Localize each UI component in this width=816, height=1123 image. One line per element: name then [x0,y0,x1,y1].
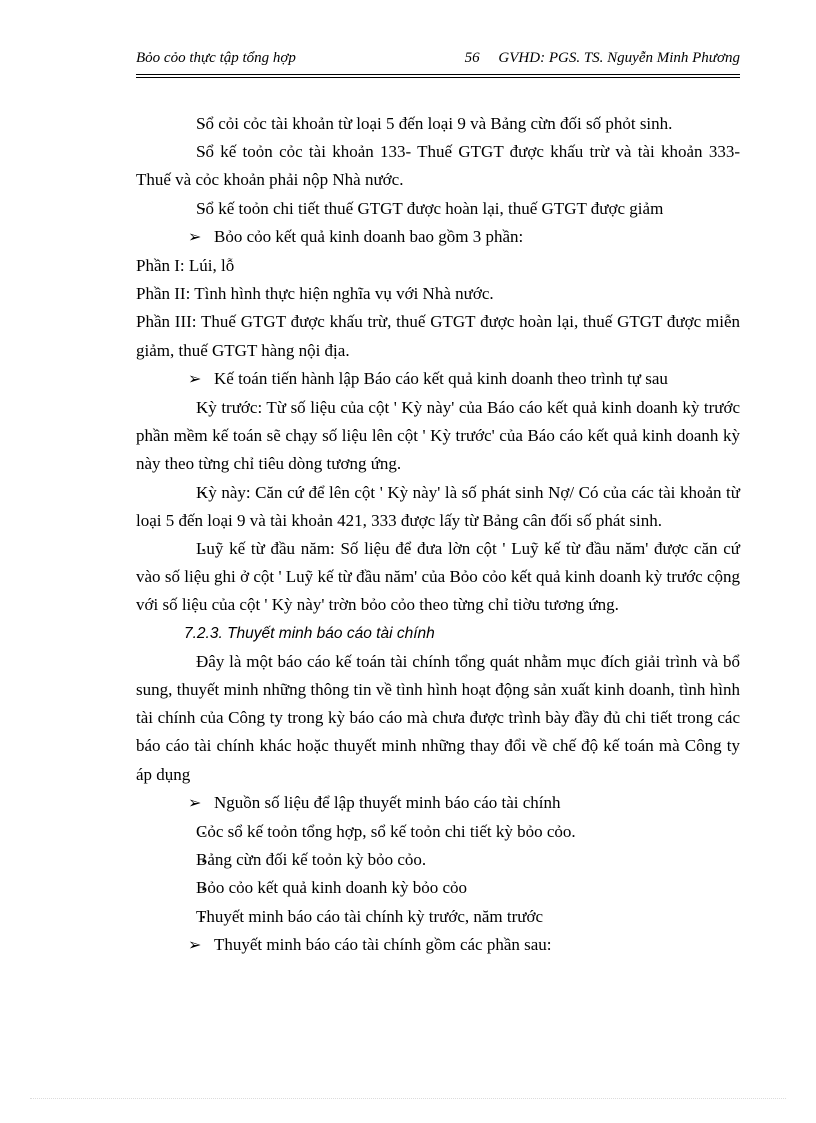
arrow-item: ➢ Nguồn số liệu để lập thuyết minh báo cáo tài chính [136,789,740,818]
bullet-line: ▪ Luỹ kế từ đầu năm: Số liệu để đưa lờn cột ' Luỹ kế từ đầu năm' được căn cứ vào số liệu ghi ở cột ' Luỹ kế từ đầu năm' của Bỏo cỏo kết quả kinh doanh kỳ trước cộng với số liệu của cột ' Kỳ này' trờn bỏo cỏo theo từng chỉ tiờu tương ứng. [136,535,740,620]
header-advisor: GVHD: PGS. TS. Nguyễn Minh Phương [498,50,740,66]
page-bottom-rule [30,1098,786,1099]
bullet-line: ▪ Thuyết minh báo cáo tài chính kỳ trước, năm trước [136,903,740,931]
document-body [136,110,740,960]
text-line: Phần II: Tình hình thực hiện nghĩa vụ với Nhà nước. [136,284,494,304]
text-line: Phần I: Lúi, lỗ [136,256,235,276]
bullet-line: ▪ Cỏc sổ kế toỏn tổng hợp, sổ kế toỏn chi tiết kỳ bỏo cỏo. [136,818,740,846]
bullet-line: ▪ Kỳ này: Căn cứ để lên cột ' Kỳ này' là số phát sinh Nợ/ Có của các tài khoản từ loại 5 đến loại 9 và tài khoản 421, 333 được lấy từ Bảng cân đối số phát sinh. [136,479,740,535]
section-heading: 7.2.3. Thuyết minh báo cáo tài chính [184,624,435,642]
arrow-item: ➢ Bỏo cỏo kết quả kinh doanh bao gồm 3 phần: [136,223,740,252]
arrow-item: ➢ Thuyết minh báo cáo tài chính gồm các phần sau: [136,931,740,960]
page-header [136,48,740,70]
arrow-item: ➢ Kế toán tiến hành lập Báo cáo kết quả kinh doanh theo trình tự sau [136,365,740,394]
bullet-line: ▪ Kỳ trước: Từ số liệu của cột ' Kỳ này' của Báo cáo kết quả kinh doanh kỳ trước phần mềm kế toán sẽ chạy số liệu lên cột ' Kỳ trước' của Báo cáo kết quả kinh doanh kỳ này theo từng chỉ tiêu dòng tương ứng. [136,394,740,479]
header-right [465,50,740,67]
page-number: 56 [464,50,480,66]
text-line: Phần III: Thuế GTGT được khấu trừ, thuế GTGT được hoàn lại, thuế GTGT được miễn giảm, thuế GTGT hàng nội địa. [136,312,740,360]
header-rule-bottom [136,77,740,78]
bullet-line: ▪ Sổ kế toỏn cỏc tài khoản 133- Thuế GTGT được khấu trừ và tài khoản 333- Thuế và cỏc khoản phải nộp Nhà nước. [136,138,740,194]
paragraph: Đây là một báo cáo kế toán tài chính tổng quát nhằm mục đích giải trình và bổ sung, thuyết minh những thông tin về tình hình hoạt động sản xuất kinh doanh, tình hình tài chính của Công ty trong kỳ báo cáo mà chưa được trình bày đầy đủ chi tiết trong các báo cáo tài chính khác hoặc thuyết minh những thay đổi về chế độ kế toán mà Công ty áp dụng [136,651,740,784]
bullet-line: ▪ Sổ cỏi cỏc tài khoản từ loại 5 đến loại 9 và Bảng cừn đối số phỏt sinh. [136,110,740,138]
bullet-line: ▪ Bảng cừn đối kế toỏn kỳ bỏo cỏo. [136,846,740,874]
bullet-line: ▪ Bỏo cỏo kết quả kinh doanh kỳ bỏo cỏo [136,874,740,902]
header-title: Bỏo cỏo thực tập tổng hợp [136,50,296,66]
bullet-line: ▪ Sổ kế toỏn chi tiết thuế GTGT được hoàn lại, thuế GTGT được giảm [136,195,740,223]
header-rule-top [136,74,740,75]
